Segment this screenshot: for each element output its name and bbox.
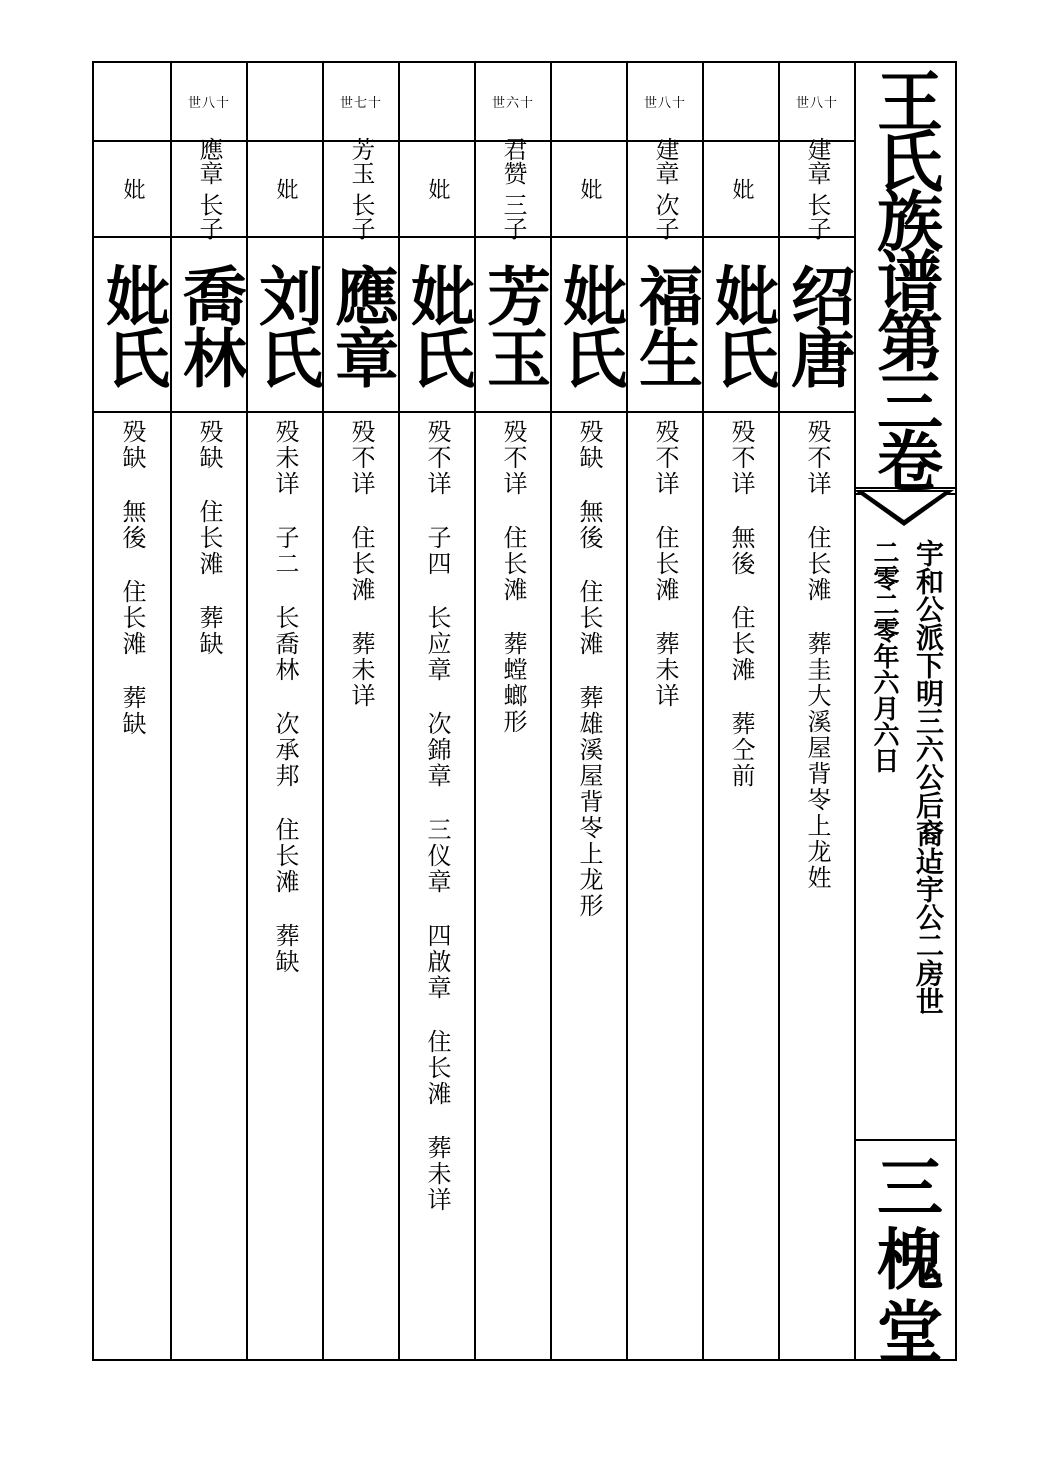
description-cell [324,413,398,1359]
hall-name-area [854,1145,955,1369]
entry-column [628,63,704,1359]
description-text: 殁不详住长滩葬螳螂形 [499,419,527,735]
relation-text: 妣 [425,178,450,200]
description-text: 殁缺住长滩葬缺 [195,419,223,657]
generation-cell [704,63,778,142]
generation-cell: 世七十 [324,63,398,142]
generation-cell [248,63,322,142]
generation-cell [400,63,474,142]
name-cell [628,238,702,413]
name-cell [780,238,854,413]
relation-text: 建章 次子 [651,137,679,241]
person-name: 福生 [628,262,703,387]
name-cell [248,238,322,413]
description-text: 殁未详子二长喬林次承邦住长滩葬缺 [271,419,299,975]
genealogy-page-frame [92,61,957,1369]
subtitle-area [854,503,955,1133]
name-cell [476,238,550,413]
description-cell [94,413,170,1359]
relation-cell [780,137,854,241]
generation-cell [94,63,170,142]
entry-column [324,63,400,1359]
entry-column [704,63,780,1359]
book-title: 王氏族谱第三卷 [865,67,944,487]
description-text: 殁不详子四长应章次錦章三仪章四啟章住长滩葬未详 [423,419,451,1213]
lineage-subtitle: 宇和公派下明三六公后裔迠宇公二房世 [912,539,945,1015]
title-column [854,63,955,1369]
person-name: 妣氏 [95,262,170,387]
name-cell [172,238,246,413]
entry-column [172,63,248,1359]
relation-text: 建章 长子 [803,137,831,241]
person-name: 妣氏 [552,262,627,387]
relation-text: 妣 [120,178,145,200]
date-subtitle: 二零二零年六月六日 [869,539,899,773]
description-cell [552,413,626,1359]
relation-cell [94,142,170,238]
name-cell [94,238,170,413]
relation-text: 君赞 三子 [499,137,527,241]
relation-text: 妣 [729,178,754,200]
generation-cell [552,63,626,142]
description-cell [780,413,854,1359]
name-cell [324,238,398,413]
description-cell [476,413,550,1359]
person-name: 芳玉 [476,262,551,387]
relation-cell [172,137,246,241]
relation-cell [248,142,322,238]
entry-column [780,63,856,1359]
relation-cell [476,137,550,241]
relation-text: 芳玉 长子 [347,137,375,241]
entry-column [476,63,552,1359]
description-cell [248,413,322,1359]
relation-cell [552,142,626,238]
description-cell [172,413,246,1359]
entry-column [552,63,628,1359]
entry-column [248,63,324,1359]
description-text: 殁缺無後住长滩葬缺 [118,419,146,737]
generation-cell: 世八十 [780,63,854,142]
hall-name: 三槐堂 [865,1153,944,1369]
hall-divider [854,1139,955,1141]
person-name: 應章 [324,262,399,387]
name-cell [704,238,778,413]
relation-cell [324,137,398,241]
generation-cell: 世八十 [172,63,246,142]
entry-column [400,63,476,1359]
relation-cell [400,142,474,238]
generation-cell: 世六十 [476,63,550,142]
name-cell [552,238,626,413]
relation-text: 妣 [273,178,298,200]
description-text: 殁缺無後住长滩葬雄溪屋背岺上龙形 [575,419,603,919]
generation-cell: 世八十 [628,63,702,142]
person-name: 刘氏 [248,262,323,387]
name-cell [400,238,474,413]
description-text: 殁不详住长滩葬未详 [347,419,375,709]
person-name: 妣氏 [704,262,779,387]
description-cell [704,413,778,1359]
description-cell [628,413,702,1359]
description-text: 殁不详住长滩葬未详 [651,419,679,709]
title-divider [854,487,955,489]
relation-text: 應章 长子 [195,137,223,241]
description-text: 殁不详無後住长滩葬仝前 [727,419,755,789]
description-text: 殁不详住长滩葬圭大溪屋背岺上龙姓 [803,419,831,891]
person-name: 绍唐 [780,262,855,387]
person-name: 喬林 [172,262,247,387]
relation-cell [704,142,778,238]
description-cell [400,413,474,1359]
book-title-area [854,63,955,489]
person-name: 妣氏 [400,262,475,387]
relation-text: 妣 [577,178,602,200]
entry-column [94,63,172,1359]
relation-cell [628,137,702,241]
